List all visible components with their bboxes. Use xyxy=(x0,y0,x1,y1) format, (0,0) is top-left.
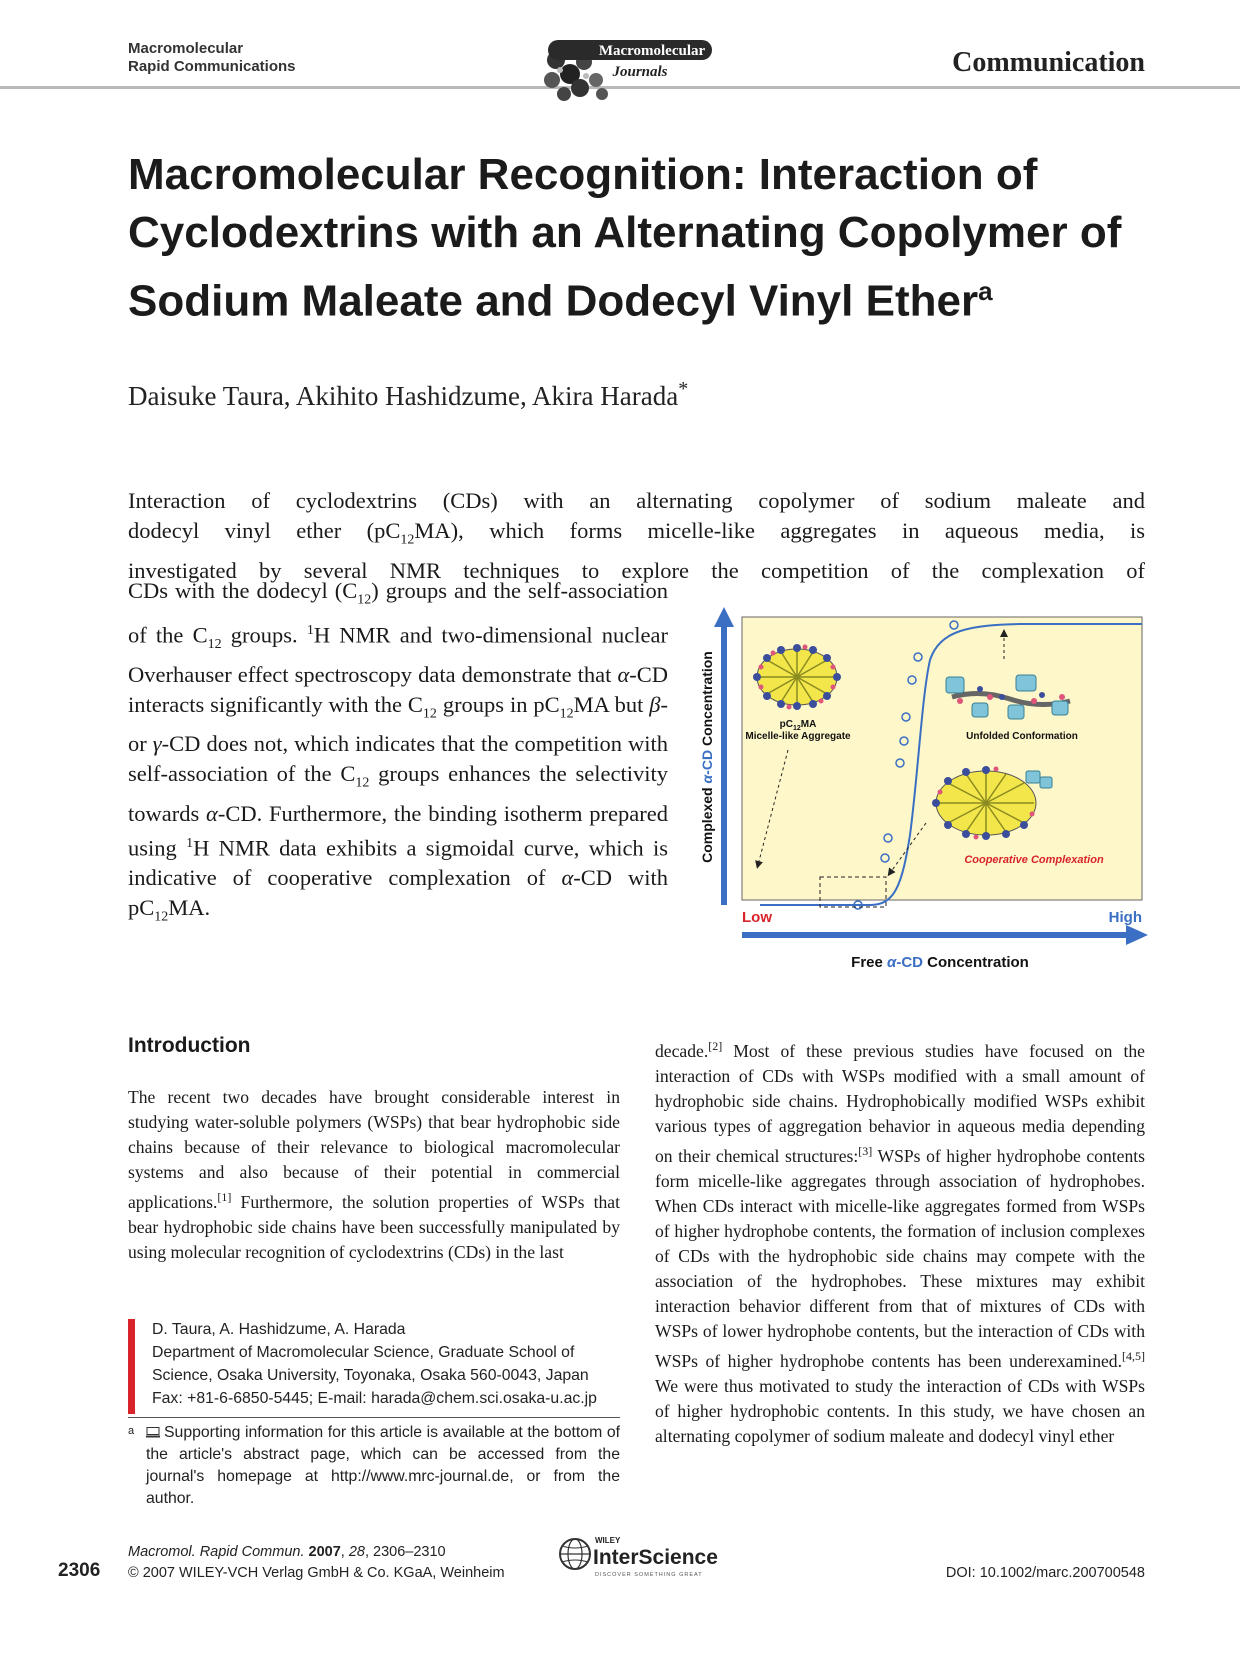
logo-text-line1: Macromolecular xyxy=(598,43,706,59)
greek-alpha: α xyxy=(617,661,630,687)
intro-left-column xyxy=(128,1085,620,1265)
toc-graphic xyxy=(690,605,1150,975)
author-affiliation xyxy=(152,1318,622,1410)
author-names: Daisuke Taura, Akihito Hashidzume, Akira Harada xyxy=(128,381,679,411)
abstract-text: MA), which forms micelle-like aggregates in aqueous media, is xyxy=(414,518,1145,543)
y-axis-label: Complexed α-CD Concentration xyxy=(699,651,715,863)
globe-icon xyxy=(560,1539,590,1569)
citation-pages: , 2306–2310 xyxy=(364,1544,446,1560)
subscript: 12 xyxy=(400,532,415,548)
copyright-line: © 2007 WILEY-VCH Verlag GmbH & Co. KGaA, Weinheim xyxy=(128,1565,505,1581)
abstract-text: MA but xyxy=(573,691,650,717)
footnote-body xyxy=(128,1422,620,1510)
body-text: We were thus motivated to study the interaction of CDs with WSPs of higher hydrophobic contents. In this study, we have chosen an alternating copolymer of sodium maleate and dodecyl vinyl ether xyxy=(655,1375,1145,1446)
affiliation-line: D. Taura, A. Hashidzume, A. Harada xyxy=(152,1321,406,1338)
logo-wiley: WILEY xyxy=(595,1536,621,1545)
body-text: decade. xyxy=(655,1040,709,1061)
abstract-text: Interaction of cyclodextrins (CDs) with an alternating copolymer of sodium maleate and xyxy=(128,488,1145,513)
subscript: 12 xyxy=(559,706,574,721)
wiley-interscience-logo xyxy=(553,1530,743,1582)
unfolded-label: Unfolded Conformation xyxy=(966,731,1078,742)
body-text: The recent two decades have brought considerable interest in studying water-soluble polymers (WSPs) that bear hydrophobic side chains because of their relevance to biological macromolecular systems and also because of their potential in commercial applications. xyxy=(128,1087,620,1212)
body-text: Furthermore, the solution properties of WSPs that bear hydrophobic side chains have been successfully manipulated by using molecular recognition of cyclodextrins (CDs) in the last xyxy=(128,1191,620,1262)
citation-volume: 28 xyxy=(348,1544,365,1560)
article-title xyxy=(128,146,1148,331)
abstract-text: -CD interacts significantly with the C xyxy=(128,661,668,717)
abstract-text: -CD with pC xyxy=(128,865,669,920)
affiliation-contact: Fax: +81-6-6850-5445; E-mail: harada@chem.sci.osaka-u.ac.jp xyxy=(152,1390,597,1407)
abstract-text: groups enhances the selectivity towards xyxy=(128,761,668,826)
greek-gamma: γ xyxy=(152,731,162,756)
footnote-mark: a xyxy=(128,1425,135,1437)
subscript: 12 xyxy=(154,909,169,925)
macromolecular-journals-logo xyxy=(530,22,720,106)
abstract-text: - or xyxy=(128,691,669,756)
abstract-line xyxy=(128,516,1145,556)
abstract-text: groups. xyxy=(221,622,307,647)
greek-beta: β xyxy=(649,691,661,717)
abstract-narrow xyxy=(128,576,668,933)
body-text: Most of these previous studies have focused on the interaction of CDs with WSPs modified with a small amount of hydrophobic side chains. Hydrophobically modified WSPs exhibit various types of aggregation behavior in aqueous media depending on their chemical structures: xyxy=(655,1040,1145,1166)
abstract-line xyxy=(128,486,1145,516)
greek-alpha: α xyxy=(561,865,574,890)
abstract-text: dodecyl vinyl ether (pC xyxy=(128,518,401,543)
abstract-text: CDs with the dodecyl (C xyxy=(128,578,358,603)
journal-name xyxy=(128,40,296,76)
footnote-rule xyxy=(128,1417,620,1418)
superscript: 1 xyxy=(186,835,194,851)
citation-line: Macromol. Rapid Commun. 2007, 28, 2306–2310 xyxy=(128,1544,446,1560)
footnote-text: Supporting information for this article is available at the bottom of the article's abstract page, which can be accessed from the journal's homepage at http://www.mrc-journal.de, or from the author. xyxy=(146,1424,620,1507)
subscript: 12 xyxy=(422,706,437,721)
greek-alpha: α xyxy=(206,800,218,826)
reference-link[interactable]: [3] xyxy=(858,1143,873,1158)
supporting-info-footnote xyxy=(128,1422,620,1510)
reference-link[interactable]: [4,5] xyxy=(1122,1348,1145,1363)
corresponding-author-mark: * xyxy=(678,378,689,400)
article-title-text: Macromolecular Recognition: Interaction of Cyclodextrins with an Alternating Copolymer of Sodium Maleate and Dodecyl Vinyl Ether xyxy=(128,150,1122,326)
title-footnote-mark: a xyxy=(978,276,993,306)
citation-journal: Macromol. Rapid Commun. xyxy=(128,1544,305,1560)
abstract-text: investigated by several NMR techniques to explore the competition of the complexation of xyxy=(128,557,1145,583)
computer-icon xyxy=(146,1427,160,1438)
subscript: 12 xyxy=(355,775,370,791)
reference-link[interactable]: [2] xyxy=(708,1039,723,1053)
x-axis-high-label: High xyxy=(1108,909,1142,926)
abstract-text: H NMR and two-dimensional nuclear Overhauser effect spectroscopy data demonstrate that xyxy=(128,622,668,687)
page-number: 2306 xyxy=(58,1560,101,1581)
logo-interscience: InterScience xyxy=(593,1546,718,1569)
journal-name-line2: Rapid Communications xyxy=(128,58,296,75)
journal-name-line1: Macromolecular xyxy=(128,40,244,57)
abstract-text: groups in pC xyxy=(436,691,560,717)
subscript: 12 xyxy=(207,636,222,652)
x-axis-arrow-head xyxy=(1126,925,1148,945)
logo-text-line2: Journals xyxy=(612,64,668,80)
article-type: Communication xyxy=(952,47,1145,78)
abstract-text: ) groups and the self-association of the C xyxy=(128,578,668,647)
body-text: WSPs of higher hydrophobe contents form micelle-like aggregates through association of hydrophobes. When CDs interact with micelle-like aggregates formed from WSPs of higher hydrophobe contents, the formation of inclusion complexes of CDs with the hydrophobic side chains may compete with the association of the hydrophobes. These mixtures may exhibit interaction behavior different from that of mixtures of CDs with WSPs of lower hydrophobe contents, but the interaction of CDs with WSPs of higher hydrophobe contents has been underexamined. xyxy=(655,1145,1145,1371)
intro-right-column xyxy=(655,1034,1145,1449)
abstract-text: MA. xyxy=(168,895,211,920)
abstract-text: H NMR data exhibits a sigmoidal curve, which is indicative of cooperative complexation of xyxy=(128,835,668,890)
y-axis-arrow-head xyxy=(714,607,734,627)
abstract-wide xyxy=(128,486,1145,586)
x-axis-label: Free α-CD Concentration xyxy=(851,954,1029,971)
affiliation-accent-bar xyxy=(128,1319,135,1414)
doi[interactable]: DOI: 10.1002/marc.200700548 xyxy=(945,1565,1145,1581)
affiliation-line: Science, Osaka University, Toyonaka, Osaka 560-0043, Japan xyxy=(152,1367,589,1384)
section-heading-introduction: Introduction xyxy=(128,1034,251,1057)
cooperative-label: Cooperative Complexation xyxy=(964,854,1104,866)
micelle-label: Micelle-like Aggregate xyxy=(745,731,851,742)
micelle-polymer-label: $pC_{12}MA$ xyxy=(779,719,817,732)
reference-link[interactable]: [1] xyxy=(217,1190,232,1204)
affiliation-line: Department of Macromolecular Science, Graduate School of xyxy=(152,1344,575,1361)
author-list xyxy=(128,378,1128,412)
logo-tagline: DISCOVER SOMETHING GREAT xyxy=(595,1572,703,1578)
abstract-text: -CD. Furthermore, the binding isotherm prepared using xyxy=(128,800,668,860)
x-axis-low-label: Low xyxy=(742,909,772,926)
superscript: 1 xyxy=(306,622,314,638)
abstract-text: -CD does not, which indicates that the competition with self-association of the C xyxy=(128,731,668,786)
footer-citation xyxy=(128,1542,505,1584)
subscript: 12 xyxy=(357,592,372,608)
citation-year: 2007 xyxy=(308,1544,341,1560)
